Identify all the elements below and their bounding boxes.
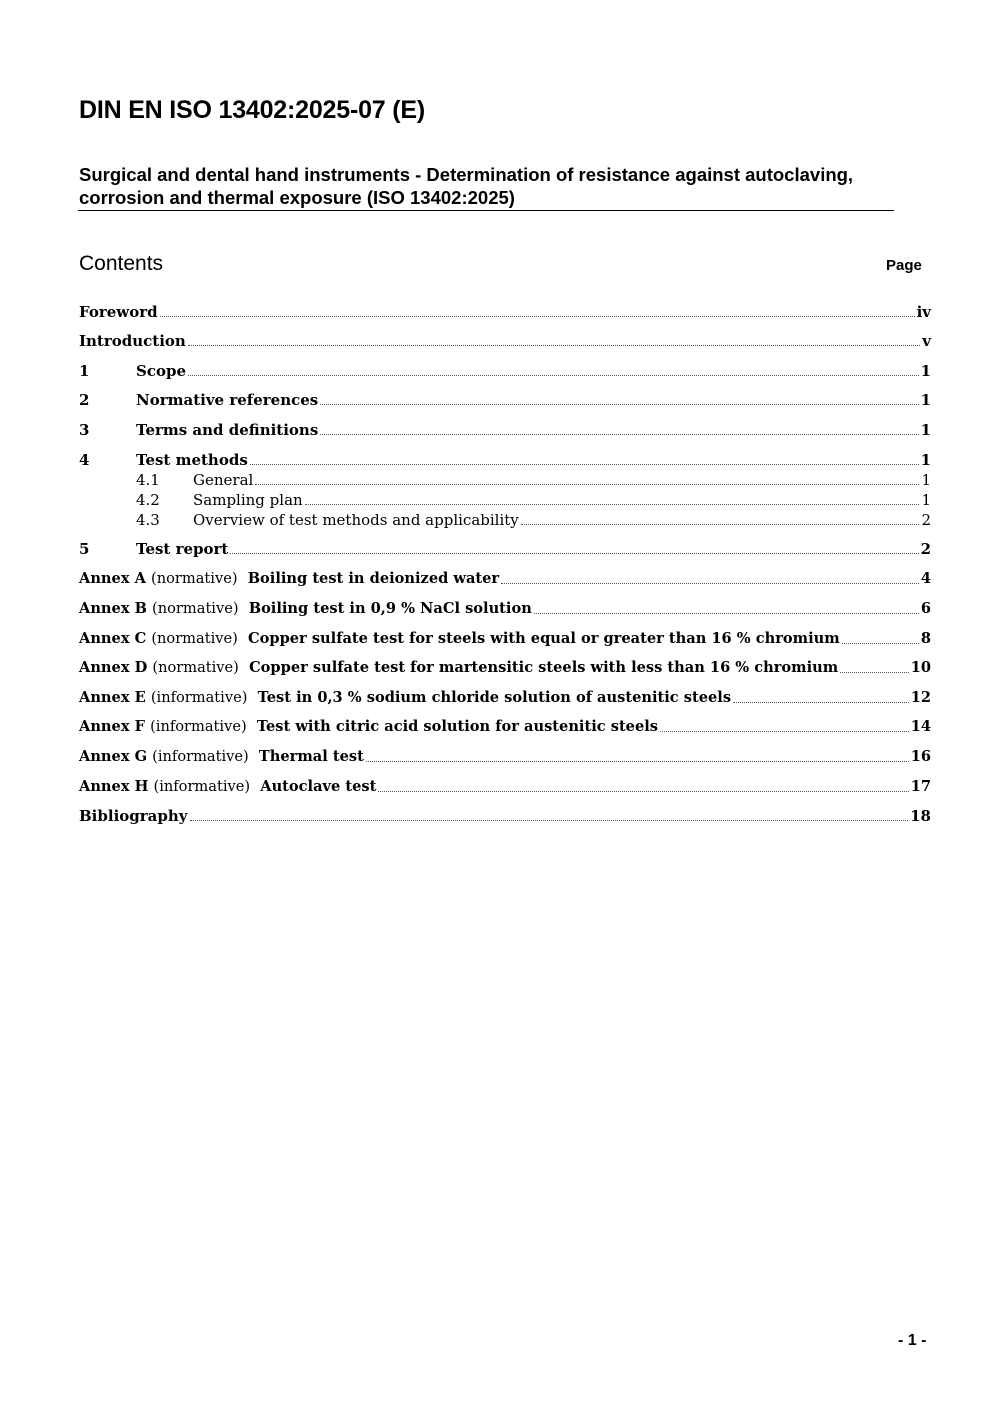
toc-annex-label: Annex B (79, 600, 147, 617)
leader-dots (188, 345, 920, 346)
toc-entry-title: Scope (136, 362, 187, 380)
toc-entry-introduction[interactable] (79, 330, 931, 352)
toc-entry-annex-f[interactable] (79, 716, 931, 738)
toc-entry-annex-a[interactable] (79, 568, 931, 590)
toc-entry-page: 1 (921, 471, 931, 489)
toc-entry-title: Thermal test (258, 748, 364, 765)
toc-entry-title: Introduction (79, 332, 186, 350)
toc-entry-normative-references[interactable] (79, 389, 931, 411)
toc-annex-category: (informative) (150, 718, 247, 735)
toc-entry-page: v (922, 332, 931, 350)
toc-entry-test-methods[interactable] (79, 449, 931, 471)
toc-entry-page: 12 (910, 689, 931, 706)
contents-heading: Contents (79, 252, 164, 275)
toc-annex-category: (informative) (153, 778, 251, 795)
leader-dots (230, 553, 918, 554)
toc-entry-title: Overview of test methods and applicability (193, 511, 519, 529)
leader-dots (366, 761, 909, 762)
toc-entry-annex-h[interactable] (79, 776, 931, 798)
leader-dots (840, 672, 908, 673)
toc-annex-category: (informative) (150, 689, 248, 706)
toc-annex-category: (informative) (152, 748, 249, 765)
toc-entry-title: Sampling plan (193, 491, 303, 509)
toc-entry-number: 4.2 (136, 491, 160, 509)
toc-entry-sampling-plan[interactable] (79, 489, 931, 511)
toc-entry-annex-d[interactable] (79, 657, 931, 679)
toc-entry-page: 17 (910, 778, 931, 795)
toc-entry-annex-c[interactable] (79, 628, 931, 650)
leader-dots (660, 731, 909, 732)
toc-entry-number: 3 (79, 421, 90, 439)
toc-entry-title: Test in 0,3 % sodium chloride solution of austenitic steels (257, 689, 732, 706)
leader-dots (160, 316, 915, 317)
toc-entry-title: Autoclave test (260, 778, 377, 795)
toc-entry-number: 4.3 (136, 511, 160, 529)
toc-entry-page: 1 (920, 451, 931, 469)
toc-entry-page: 4 (920, 570, 931, 587)
toc-entry-general[interactable] (79, 469, 931, 491)
toc-annex-category: (normative) (151, 630, 238, 647)
toc-annex-label: Annex E (79, 689, 146, 706)
toc-entry-title: Copper sulfate test for steels with equal or greater than 16 % chromium (248, 630, 840, 647)
toc-annex-label: Annex G (79, 748, 148, 765)
toc-entry-page: 16 (910, 748, 931, 765)
toc-annex-category: (normative) (151, 570, 238, 587)
toc-entry-title: Copper sulfate test for martensitic steels with less than 16 % chromium (249, 659, 839, 676)
toc-annex-label: Annex H (79, 778, 149, 795)
leader-dots (842, 643, 919, 644)
leader-dots (501, 583, 919, 584)
leader-dots (320, 404, 918, 405)
toc-entry-title: Test report (136, 540, 229, 558)
leader-dots (534, 613, 919, 614)
leader-dots (378, 791, 908, 792)
toc-entry-page: 2 (921, 511, 931, 529)
toc-entry-page: 8 (920, 630, 931, 647)
toc-entry-page: 14 (910, 718, 931, 735)
toc-annex-label: Annex C (79, 630, 147, 647)
subtitle-underline (78, 210, 894, 211)
toc-entry-scope[interactable] (79, 360, 931, 382)
toc-entry-page: 1 (920, 421, 931, 439)
page-number: - 1 - (898, 1332, 927, 1349)
toc-entry-page: iv (916, 303, 931, 321)
toc-entry-number: 2 (79, 391, 90, 409)
page-column-heading: Page (886, 257, 922, 274)
toc-entry-title: Terms and definitions (136, 421, 319, 439)
toc-entry-page: 6 (920, 600, 931, 617)
toc-entry-title: Boiling test in deionized water (247, 570, 500, 587)
toc-annex-category: (normative) (152, 659, 239, 676)
toc-entry-page: 2 (920, 540, 931, 558)
leader-dots (305, 504, 920, 505)
toc-entry-number: 5 (79, 540, 90, 558)
toc-entry-page: 10 (910, 659, 931, 676)
toc-entry-number: 1 (79, 362, 90, 380)
toc-entry-number: 4 (79, 451, 90, 469)
toc-annex-category: (normative) (152, 600, 239, 617)
toc-entry-title: Test with citric acid solution for austenitic steels (256, 718, 659, 735)
toc-entry-test-report[interactable] (79, 538, 931, 560)
leader-dots (190, 820, 909, 821)
toc-entry-page: 1 (921, 491, 931, 509)
toc-entry-title: General (193, 471, 254, 489)
leader-dots (255, 484, 919, 485)
leader-dots (733, 702, 909, 703)
document-subtitle: Surgical and dental hand instruments - Determination of resistance against autoclaving, corrosion and thermal exposure (ISO 13402:2025) (79, 164, 854, 208)
leader-dots (320, 434, 918, 435)
toc-entry-number: 4.1 (136, 471, 160, 489)
toc-entry-annex-g[interactable] (79, 746, 931, 768)
toc-annex-label: Annex F (79, 718, 145, 735)
toc-entry-bibliography[interactable] (79, 805, 931, 827)
document-id: DIN EN ISO 13402:2025-07 (E) (79, 96, 425, 124)
toc-entry-page: 18 (910, 807, 931, 825)
toc-entry-annex-b[interactable] (79, 598, 931, 620)
toc-entry-page: 1 (920, 391, 931, 409)
toc-annex-label: Annex D (79, 659, 148, 676)
toc-entry-title: Test methods (136, 451, 248, 469)
toc-entry-title: Foreword (79, 303, 158, 321)
toc-entry-terms-and-definitions[interactable] (79, 419, 931, 441)
toc-entry-title: Boiling test in 0,9 % NaCl solution (248, 600, 532, 617)
toc-entry-foreword[interactable] (79, 301, 931, 323)
leader-dots (250, 464, 919, 465)
toc-entry-overview-of-test-methods[interactable] (79, 509, 931, 531)
toc-annex-label: Annex A (79, 570, 146, 587)
toc-entry-title: Bibliography (79, 807, 188, 825)
leader-dots (521, 524, 920, 525)
toc-entry-title: Normative references (136, 391, 319, 409)
toc-entry-page: 1 (920, 362, 931, 380)
leader-dots (188, 375, 919, 376)
toc-entry-annex-e[interactable] (79, 687, 931, 709)
